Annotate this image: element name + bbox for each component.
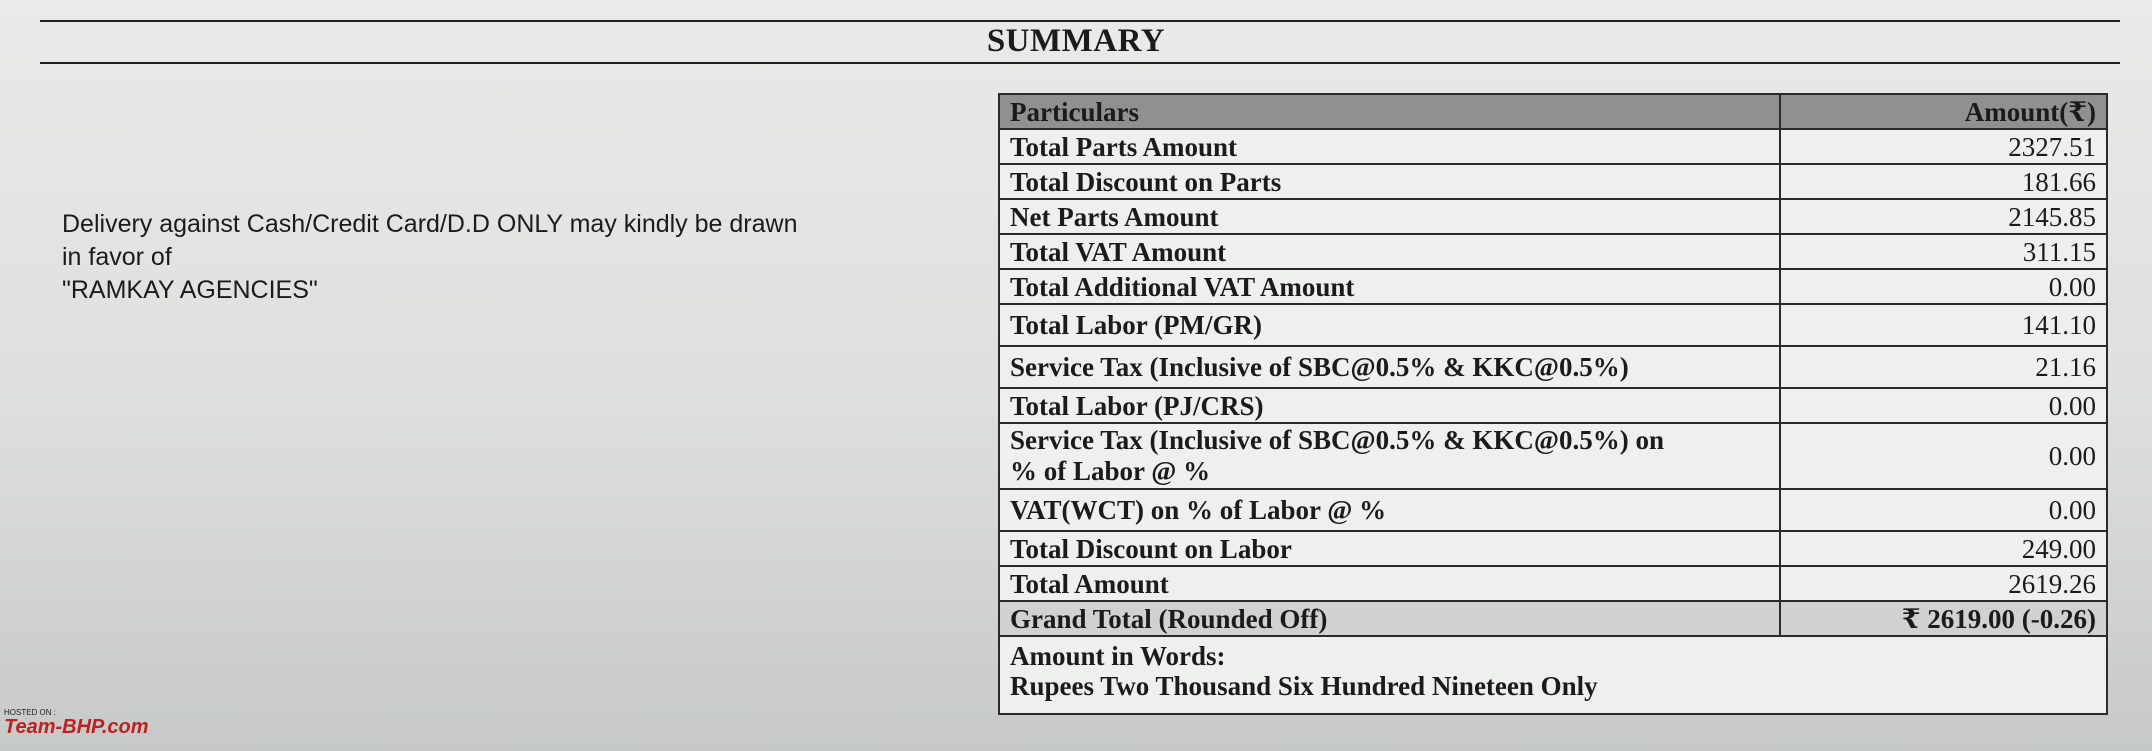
- bottom-rule: [40, 62, 2120, 64]
- table-row: [999, 129, 2107, 164]
- row-label: Total Parts Amount: [999, 129, 1780, 164]
- table-row: [999, 199, 2107, 234]
- amount-in-words-row: [999, 636, 2107, 714]
- payee-name: "RAMKAY AGENCIES": [62, 276, 318, 304]
- grand-total-row: [999, 601, 2107, 636]
- watermark-brand: Team-BHP.com: [4, 716, 149, 738]
- row-label-line-2: % of Labor @ %: [1010, 456, 1211, 486]
- amount-in-words-value: Rupees Two Thousand Six Hundred Nineteen Only: [1010, 671, 1598, 701]
- payment-note-line-1: Delivery against Cash/Credit Card/D.D ONLY may kindly be drawn: [62, 210, 798, 238]
- row-amount: 141.10: [1780, 304, 2107, 346]
- table-row: [999, 388, 2107, 423]
- amount-in-words-cell: [999, 636, 2107, 714]
- row-amount: 311.15: [1780, 234, 2107, 269]
- row-amount: 249.00: [1780, 531, 2107, 566]
- amount-in-words-label: Amount in Words:: [1010, 641, 1226, 671]
- row-label: Total Discount on Parts: [999, 164, 1780, 199]
- watermark-logo: [4, 708, 204, 748]
- row-amount: 181.66: [1780, 164, 2107, 199]
- table-row: [999, 234, 2107, 269]
- table-header-row: [999, 94, 2107, 129]
- row-label-line-1: Service Tax (Inclusive of SBC@0.5% & KKC@0.5%) on: [1010, 425, 1664, 455]
- row-label: Total Additional VAT Amount: [999, 269, 1780, 304]
- grand-total-label: Grand Total (Rounded Off): [999, 601, 1780, 636]
- table-row: [999, 566, 2107, 601]
- payment-note: [62, 208, 962, 307]
- table-row: [999, 269, 2107, 304]
- summary-table: [998, 93, 2108, 715]
- row-label: Total Discount on Labor: [999, 531, 1780, 566]
- row-amount: 0.00: [1780, 423, 2107, 489]
- row-label: Net Parts Amount: [999, 199, 1780, 234]
- row-label: Total VAT Amount: [999, 234, 1780, 269]
- table-row: [999, 489, 2107, 531]
- row-label: Total Labor (PJ/CRS): [999, 388, 1780, 423]
- row-amount: 2145.85: [1780, 199, 2107, 234]
- table-row: [999, 423, 2107, 489]
- row-amount: 0.00: [1780, 489, 2107, 531]
- payment-note-line-2: in favor of: [62, 243, 172, 271]
- table-row: [999, 346, 2107, 388]
- row-label: Total Labor (PM/GR): [999, 304, 1780, 346]
- row-amount: 21.16: [1780, 346, 2107, 388]
- row-label: Service Tax (Inclusive of SBC@0.5% & KKC@0.5%): [999, 346, 1780, 388]
- table-row: [999, 304, 2107, 346]
- watermark-caption: HOSTED ON :: [4, 708, 57, 717]
- table-row: [999, 164, 2107, 199]
- row-label: Total Amount: [999, 566, 1780, 601]
- grand-total-amount: ₹ 2619.00 (-0.26): [1780, 601, 2107, 636]
- column-header-particulars: Particulars: [999, 94, 1780, 129]
- row-amount: 0.00: [1780, 388, 2107, 423]
- summary-title: SUMMARY: [986, 23, 1166, 59]
- column-header-amount: Amount(₹): [1780, 94, 2107, 129]
- row-label: VAT(WCT) on % of Labor @ %: [999, 489, 1780, 531]
- row-label: [999, 423, 1780, 489]
- row-amount: 2619.26: [1780, 566, 2107, 601]
- table-row: [999, 531, 2107, 566]
- row-amount: 2327.51: [1780, 129, 2107, 164]
- row-amount: 0.00: [1780, 269, 2107, 304]
